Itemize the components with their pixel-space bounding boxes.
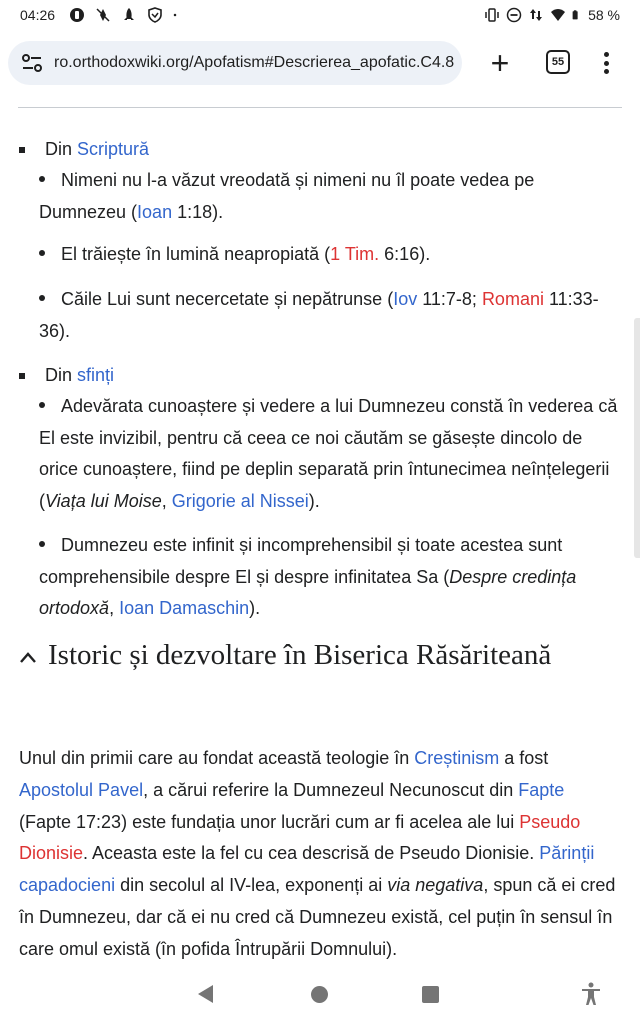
italic-term: via negativa bbox=[387, 875, 484, 896]
status-time: 04:26 bbox=[20, 7, 56, 23]
sub-item bbox=[39, 239, 624, 271]
round-bullet bbox=[39, 250, 45, 256]
link-sfinti[interactable]: sfinți bbox=[77, 365, 115, 385]
sub-item-text: 11:7-8; bbox=[417, 289, 482, 309]
link-fapte[interactable]: Fapte bbox=[518, 779, 565, 800]
home-icon[interactable] bbox=[311, 986, 328, 1003]
wifi-icon bbox=[550, 7, 566, 23]
sub-item-text: Adevărata cunoaștere și vedere a lui Dumnezeu constă în vederea că El este invizibil, pentru că ceea ce noi căutăm se găsește dincolo de orice cunoaștere, fiind pe deplin separată prin întunecimea neînțelegerii ( bbox=[39, 396, 618, 511]
list-prefix: Din bbox=[45, 365, 78, 385]
link-crestinism[interactable]: Creștinism bbox=[414, 748, 500, 768]
vibrate-icon bbox=[484, 7, 500, 23]
history-paragraph bbox=[19, 743, 619, 966]
rocket-icon bbox=[121, 7, 137, 23]
link-ioan[interactable]: Ioan bbox=[137, 201, 173, 222]
sub-item-text: 11:33-36). bbox=[39, 289, 599, 341]
sub-item-text: ). bbox=[308, 490, 320, 511]
paragraph-text: din secolul al IV-lea, exponenți ai bbox=[115, 875, 388, 896]
link-ioan-damaschin[interactable]: Ioan Damaschin bbox=[119, 598, 250, 618]
sub-item-text: ). bbox=[249, 598, 261, 618]
sub-item-text: 1:18). bbox=[172, 201, 224, 222]
square-bullet bbox=[19, 147, 25, 153]
site-settings-icon[interactable] bbox=[20, 51, 44, 75]
sub-item-text: , bbox=[161, 490, 172, 511]
round-bullet bbox=[39, 295, 45, 301]
link-romani[interactable]: Romani bbox=[481, 289, 544, 309]
status-icons-left bbox=[69, 7, 181, 23]
clipped-section-heading bbox=[18, 94, 622, 108]
link-1-tim[interactable]: 1 Tim. bbox=[330, 244, 380, 264]
tab-switcher-button[interactable]: 55 bbox=[546, 50, 570, 74]
paragraph-text: , spun că ei cred în Dumnezeu, dar că ei nu cred că Dumnezeu există, cel puțin în sensul în care omul există (în pofida Întrupării Domnului). bbox=[19, 875, 616, 959]
menu-dot bbox=[604, 61, 609, 66]
sub-item-text: Nimeni nu l-a văzut vreodată și nimeni nu îl poate vedea pe Dumnezeu ( bbox=[39, 170, 535, 222]
no-disturb-icon bbox=[95, 7, 111, 23]
paragraph-text: (Fapte 17:23) este fundația unor lucrări cum ar fi acelea ale lui bbox=[19, 811, 520, 832]
url-text[interactable]: ro.orthodoxwiki.org/Apofatism#Descrierea_apofatic.C4.8 bbox=[54, 54, 455, 71]
link-scriptura[interactable]: Scriptură bbox=[77, 139, 150, 159]
menu-dot bbox=[604, 52, 609, 57]
dnd-icon bbox=[506, 7, 522, 23]
data-icon bbox=[528, 7, 544, 23]
status-bar bbox=[0, 0, 640, 30]
shield-icon bbox=[147, 7, 163, 23]
accessibility-icon[interactable] bbox=[580, 982, 602, 1006]
round-bullet bbox=[39, 176, 45, 182]
work-title: Viața lui Moise bbox=[45, 490, 162, 511]
paragraph-text: , a cărui referire la Dumnezeul Necunoscut din bbox=[143, 779, 519, 800]
sub-item bbox=[39, 165, 624, 228]
article-content bbox=[0, 94, 640, 966]
system-nav-bar bbox=[0, 966, 640, 1024]
link-iov[interactable]: Iov bbox=[393, 289, 418, 309]
square-bullet bbox=[19, 373, 25, 379]
sub-item-text: 6:16). bbox=[379, 244, 431, 264]
battery-icon bbox=[572, 7, 582, 23]
chevron-up-icon[interactable] bbox=[18, 648, 38, 668]
edge-swipe-handle[interactable] bbox=[634, 318, 640, 558]
work-title: Despre credința ortodoxă bbox=[39, 566, 577, 618]
section-heading-title: Istoric și dezvoltare în Biserica Răsăriteană bbox=[48, 639, 552, 671]
list-item-saints bbox=[19, 359, 114, 391]
list-item-scripture bbox=[19, 133, 149, 165]
url-bar[interactable] bbox=[8, 41, 462, 85]
link-grigorie-al-nissei[interactable]: Grigorie al Nissei bbox=[171, 490, 309, 511]
link-apostolul-pavel[interactable]: Apostolul Pavel bbox=[19, 779, 144, 800]
round-bullet bbox=[39, 541, 45, 547]
new-tab-button[interactable]: + bbox=[490, 45, 510, 81]
link-pseudo-dionisie[interactable]: Pseudo Dionisie bbox=[19, 811, 581, 864]
paragraph-text: a fost bbox=[499, 748, 549, 768]
battery-percent: 58 % bbox=[588, 7, 620, 23]
paragraph-text: . Aceasta este la fel cu cea descrisă de Pseudo Dionisie. bbox=[83, 843, 540, 864]
sub-item bbox=[39, 284, 624, 347]
sub-item-text: Căile Lui sunt necercetate și nepătrunse ( bbox=[61, 289, 394, 309]
sub-item-text: El trăiește în lumină neapropiată ( bbox=[61, 244, 331, 264]
sub-item bbox=[39, 391, 624, 517]
list-prefix: Din bbox=[45, 139, 78, 159]
link-parintii-capadocieni[interactable]: Părinții capadocieni bbox=[19, 843, 595, 896]
sub-item-text: , bbox=[109, 598, 120, 618]
back-icon[interactable] bbox=[198, 985, 213, 1003]
recents-icon[interactable] bbox=[422, 986, 439, 1003]
round-bullet bbox=[39, 402, 45, 408]
dot-icon bbox=[173, 7, 181, 23]
sub-item-text: Dumnezeu este infinit și incomprehensibil și toate acestea sunt comprehensibile despre El și despre infinitatea Sa ( bbox=[39, 535, 563, 587]
notification-icon bbox=[69, 7, 85, 23]
sub-item bbox=[39, 530, 624, 625]
paragraph-text: Unul din primii care au fondat această teologie în bbox=[19, 748, 415, 768]
more-options-button[interactable] bbox=[596, 48, 616, 78]
menu-dot bbox=[604, 69, 609, 74]
status-icons-right bbox=[484, 7, 620, 23]
browser-toolbar bbox=[0, 30, 640, 94]
